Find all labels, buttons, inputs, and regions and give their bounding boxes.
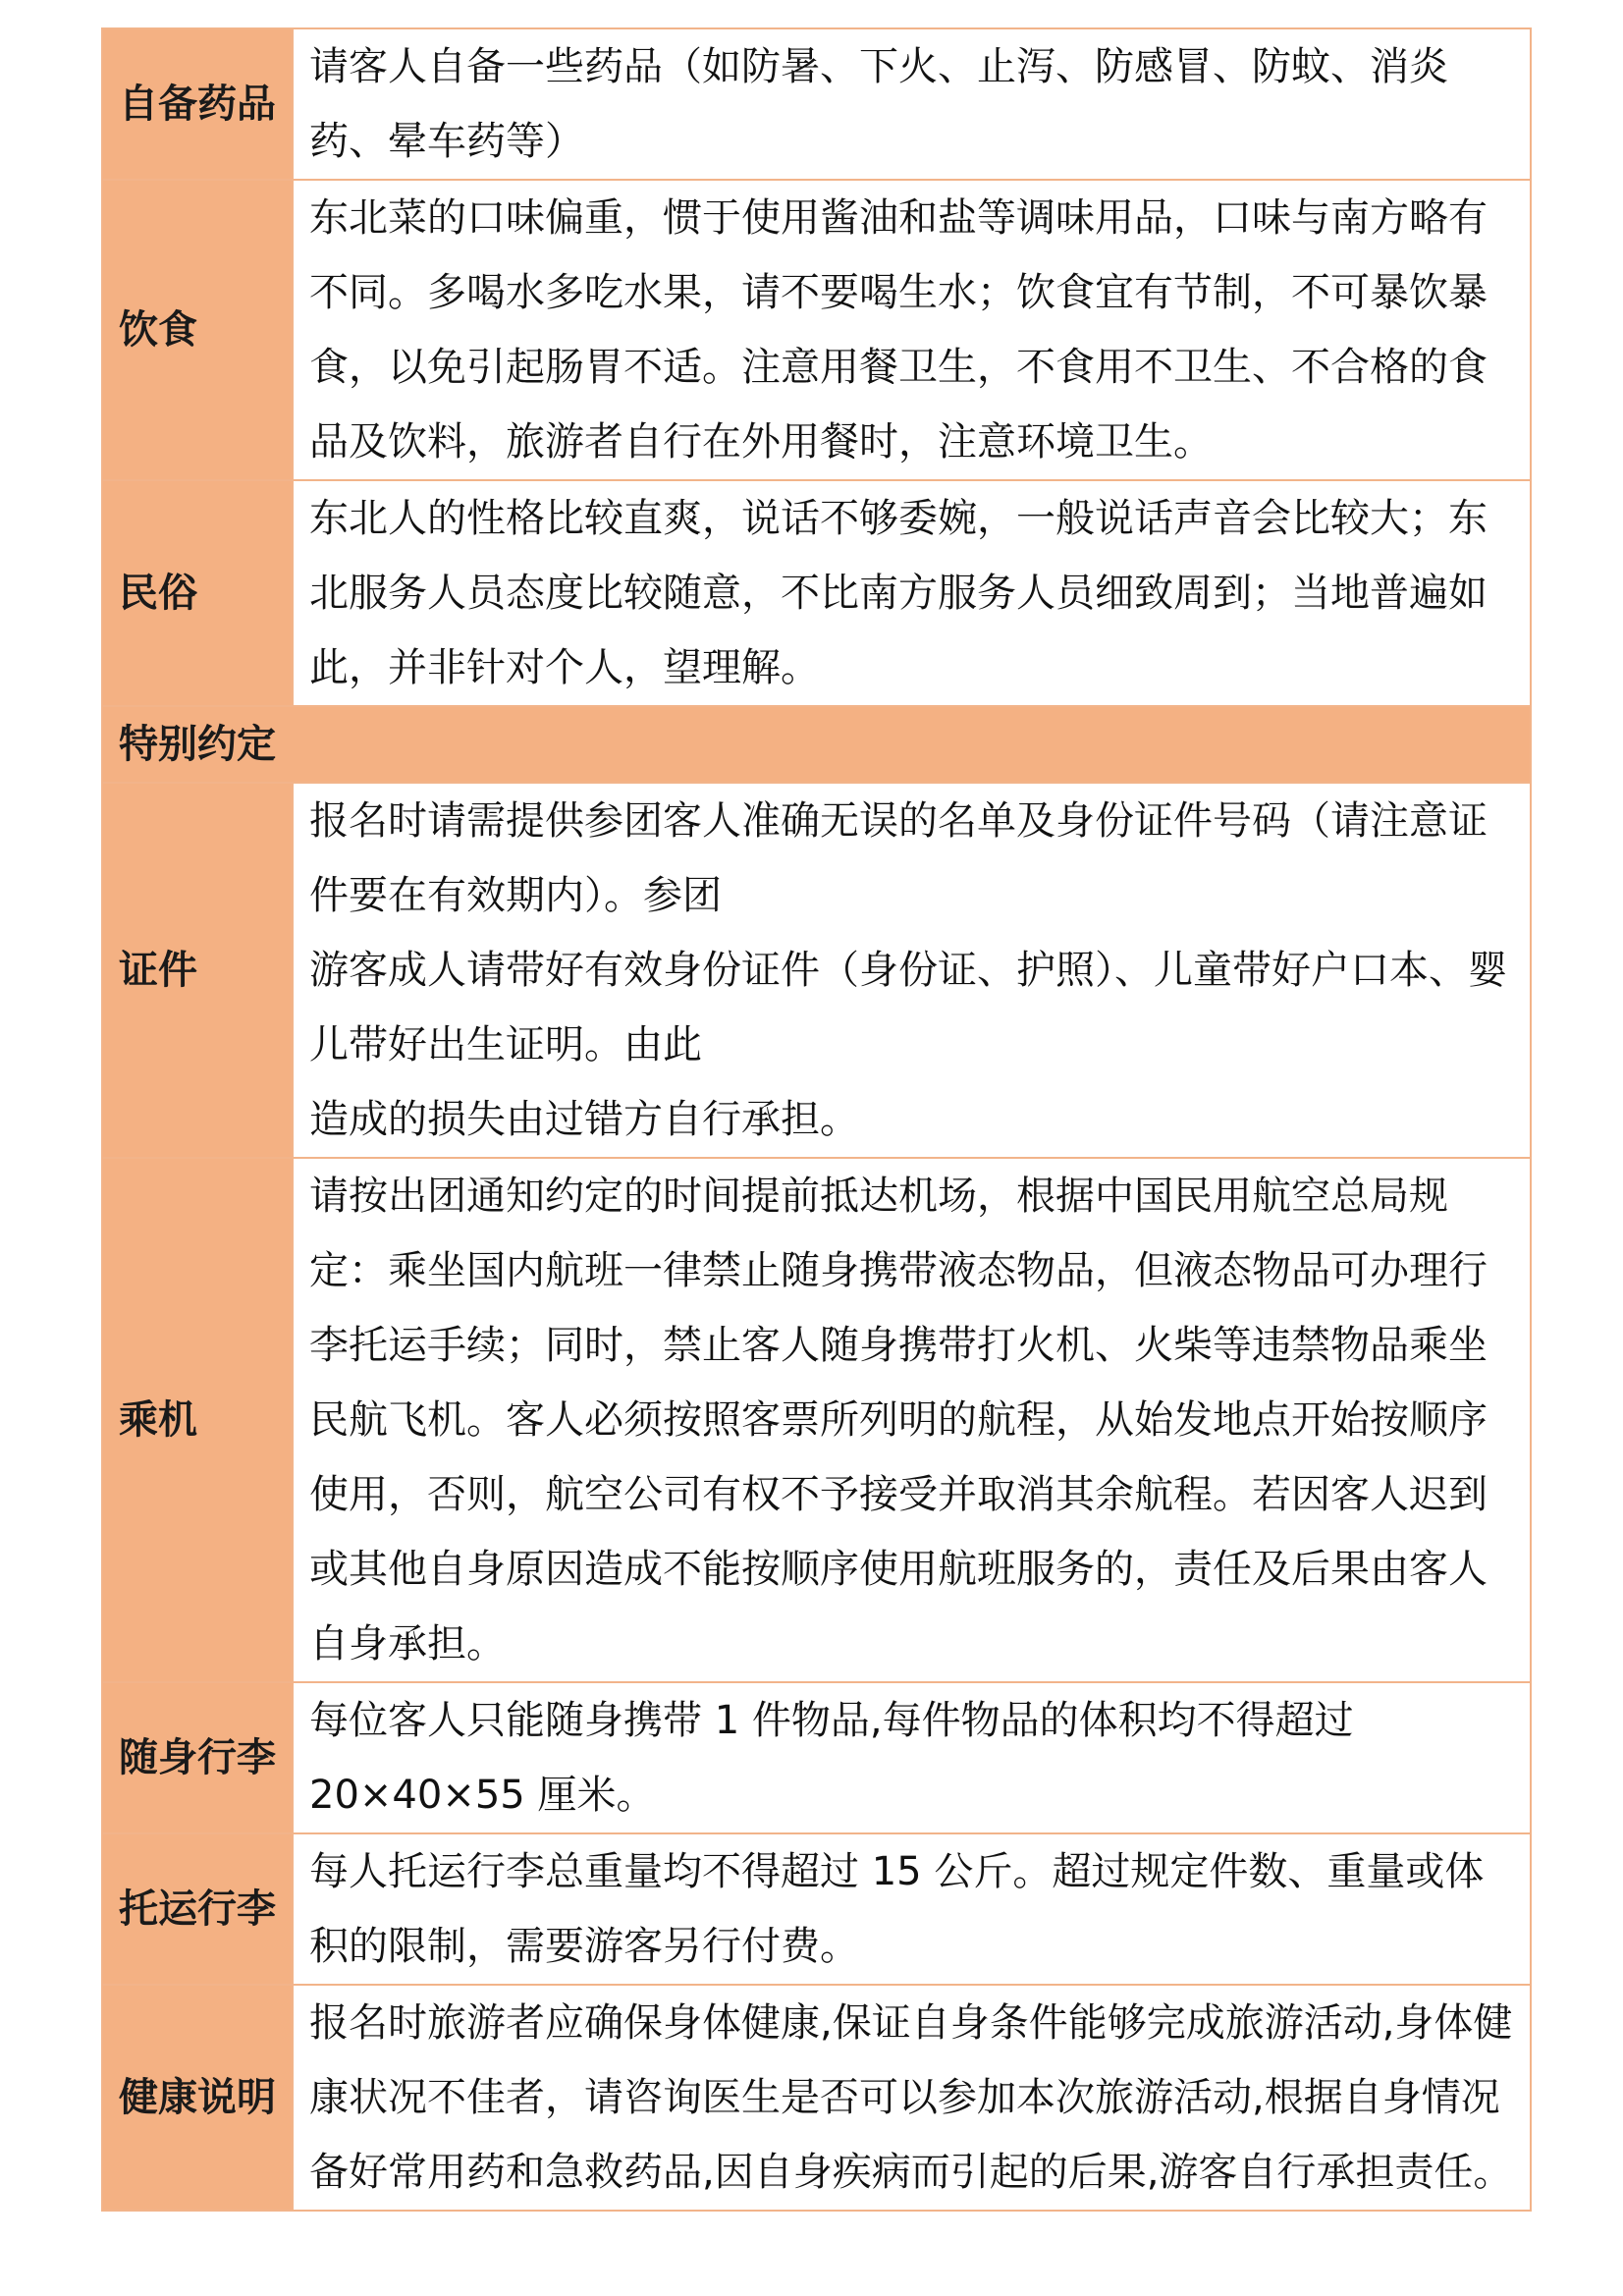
row-label: 健康说明 [102, 1985, 293, 2211]
row-content: 东北菜的口味偏重，惯于使用酱油和盐等调味用品，口味与南方略有不同。多喝水多吃水果，请不要喝生水；饮食宜有节制，不可暴饮暴食，以免引起肠胃不适。注意用餐卫生，不食用不卫生、不合格的食品及饮料，旅游者自行在外用餐时，注意环境卫生。 [293, 180, 1531, 480]
row-label: 证件 [102, 783, 293, 1158]
row-label: 乘机 [102, 1158, 293, 1682]
section-header-row [102, 706, 1531, 783]
row-label: 饮食 [102, 180, 293, 480]
row-content [293, 1158, 1531, 1682]
table-row [102, 28, 1531, 180]
paragraph: 造成的损失由过错方自行承担。 [309, 1097, 859, 1142]
paragraph: 请按出团通知约定的时间提前抵达机场，根据中国民用航空总局规定：乘坐国内航班一律禁止随身携带液态物品，但液态物品可办理行李托运手续；同时，禁止客人随身携带打火机、火柴等违禁物品乘坐民航飞机。客人必须按照客票所列明的航程，从始发地点开始按顺序使用，否则，航空公司有权不予接受并取消其余航程。若因客人迟到或其他自身原因造成不能按顺序使用航班服务的，责任及后果由客人自身承担。 [309, 1174, 1488, 1667]
table-row [102, 1985, 1531, 2211]
paragraph: 游客成人请带好有效身份证件（身份证、护照）、儿童带好户口本、婴儿带好出生证明。由此 [309, 948, 1507, 1067]
row-label: 随身行李 [102, 1682, 293, 1833]
table-row [102, 480, 1531, 706]
paragraph: 每位客人只能随身携带 1 件物品,每件物品的体积均不得超过 20×40×55 厘米。 [309, 1698, 1354, 1818]
row-label: 民俗 [102, 480, 293, 706]
paragraph: 报名时旅游者应确保身体健康,保证自身条件能够完成旅游活动,身体健康状况不佳者，请咨询医生是否可以参加本次旅游活动,根据自身情况备好常用药和急救药品,因自身疾病而引起的后果,游客自行承担责任。 [309, 2000, 1513, 2195]
table-row [102, 1833, 1531, 1985]
paragraph: 每人托运行李总重量均不得超过 15 公斤。超过规定件数、重量或体积的限制，需要游客另行付费。 [309, 1849, 1485, 1969]
paragraph: 报名时请需提供参团客人准确无误的名单及身份证件号码（请注意证件要在有效期内）。参团 [309, 798, 1488, 918]
row-content: 东北人的性格比较直爽，说话不够委婉，一般说话声音会比较大；东北服务人员态度比较随意，不比南方服务人员细致周到；当地普遍如此，并非针对个人，望理解。 [293, 480, 1531, 706]
travel-notes-table [101, 27, 1532, 2212]
table-row [102, 1682, 1531, 1833]
table-row [102, 180, 1531, 480]
section-title: 特别约定 [102, 706, 1531, 783]
table-row [102, 783, 1531, 1158]
row-label: 托运行李 [102, 1833, 293, 1985]
row-content: 请客人自备一些药品（如防暑、下火、止泻、防感冒、防蚊、消炎药、晕车药等） [293, 28, 1531, 180]
table-row [102, 1158, 1531, 1682]
row-content [293, 783, 1531, 1158]
row-content [293, 1833, 1531, 1985]
row-content [293, 1682, 1531, 1833]
row-label: 自备药品 [102, 28, 293, 180]
row-content [293, 1985, 1531, 2211]
